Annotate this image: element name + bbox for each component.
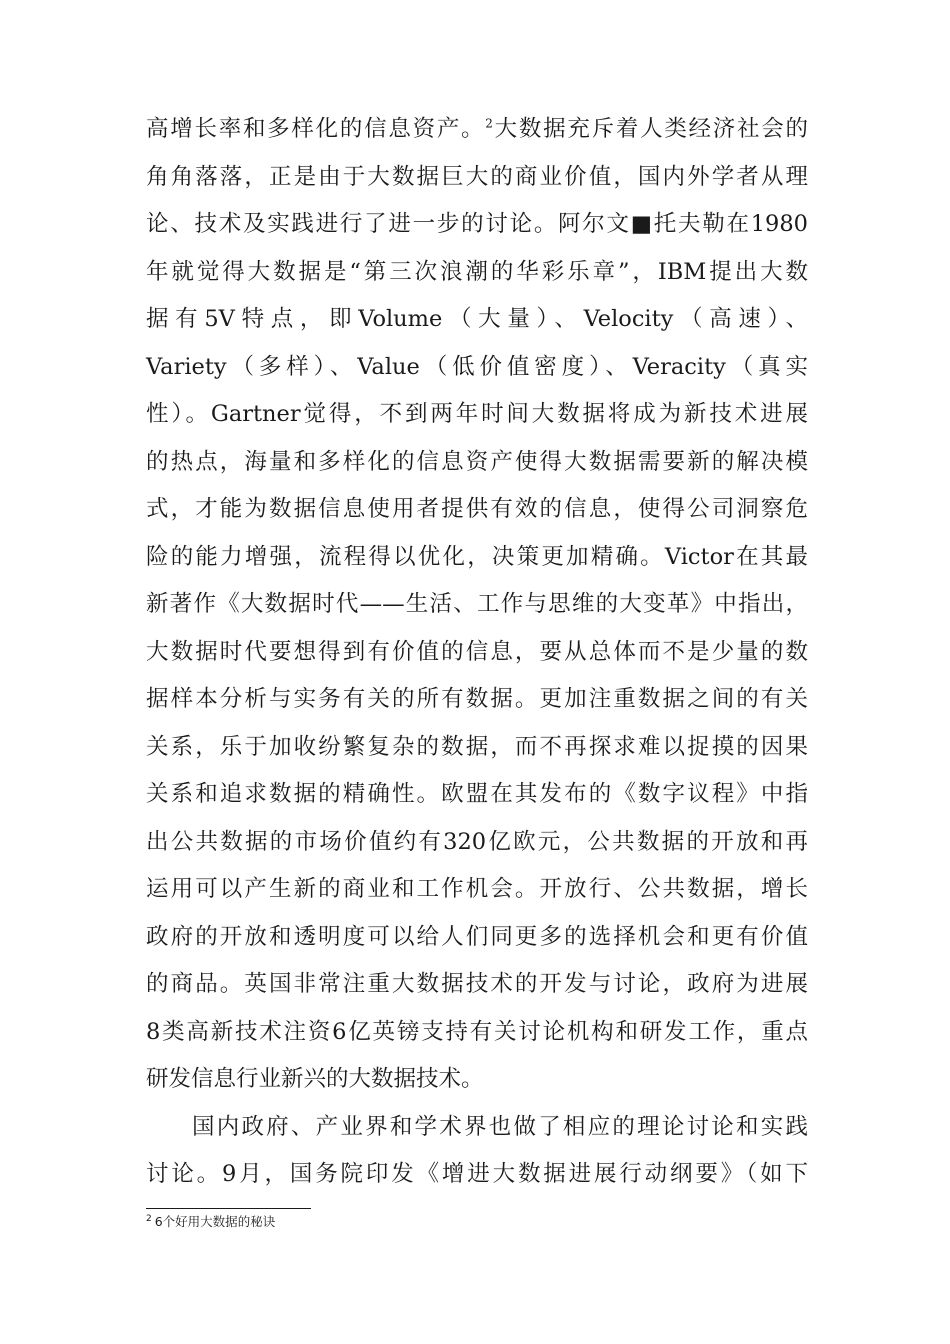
text-line: 的热点，海量和多样化的信息资产使得大数据需要新的解决模 [146, 448, 808, 475]
text-line: 大数据时代要想得到有价值的信息，要从总体而不是少量的数 [146, 638, 808, 665]
text-segment: 大数据充斥着人类经济社会的 [492, 116, 808, 142]
text-line: 性）。Gartner觉得，不到两年时间大数据将成为新技术进展 [146, 401, 808, 427]
text-line: 关系，乐于加收纷繁复杂的数据，而不再探求难以捉摸的因果 [146, 733, 808, 760]
text-line: 据有5V特点，即Volume（大量）、Velocity（高速）、 [146, 306, 808, 332]
text-line: 式，才能为数据信息使用者提供有效的信息，使得公司洞察危 [146, 496, 808, 522]
text-line: Variety（多样）、Value（低价值密度）、Veracity（真实 [146, 353, 808, 380]
text-line: 出公共数据的市场价值约有320亿欧元，公共数据的开放和再 [146, 828, 808, 855]
footnote-mark: 2 [146, 1213, 152, 1224]
text-line [146, 106, 808, 154]
text-line: 年就觉得大数据是“第三次浪潮的华彩乐章”，IBM提出大数 [146, 258, 808, 285]
text-line: 据样本分析与实务有关的所有数据。更加注重数据之间的有关 [146, 686, 808, 712]
text-line: 角角落落，正是由于大数据巨大的商业价值，国内外学者从理 [146, 163, 808, 190]
footnote-text: 6个好用大数据的秘诀 [154, 1214, 276, 1229]
body-text [146, 106, 808, 1199]
text-line: 新著作《大数据时代——生活、工作与思维的大变革》中指出， [146, 591, 808, 617]
text-line: 国内政府、产业界和学术界也做了相应的理论讨论和实践 [192, 1113, 808, 1140]
text-line: 政府的开放和透明度可以给人们同更多的选择机会和更有价值 [146, 923, 808, 950]
text-line: 的商品。英国非常注重大数据技术的开发与讨论，政府为进展 [146, 971, 808, 997]
text-line: 讨论。9月，国务院印发《增进大数据进展行动纲要》（如下 [146, 1161, 808, 1187]
footnote-reference[interactable]: 2 [485, 116, 493, 131]
text-segment: 高增长率和多样化的信息资产。 [146, 116, 486, 142]
text-line: 研发信息行业新兴的大数据技术。 [146, 1066, 484, 1092]
footnote [146, 1212, 275, 1230]
text-line: 8类高新技术注资6亿英镑支持有关讨论机构和研发工作，重点 [146, 1018, 808, 1045]
text-line: 关系和追求数据的精确性。欧盟在其发布的《数字议程》中指 [146, 781, 808, 807]
text-line: 论、技术及实践进行了进一步的讨论。阿尔文■托夫勒在1980 [146, 211, 808, 237]
text-line: 运用可以产生新的商业和工作机会。开放行、公共数据，增长 [146, 876, 808, 902]
footnote-divider [146, 1208, 311, 1209]
text-line: 险的能力增强，流程得以优化，决策更加精确。Victor在其最 [146, 543, 808, 570]
